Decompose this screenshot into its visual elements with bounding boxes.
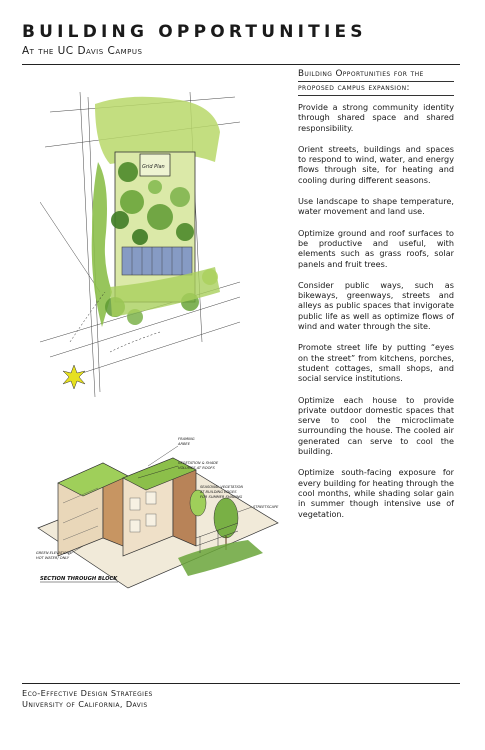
strategy-paragraph: Promote street life by putting “eyes on the street” from kitchens, porches, student cottages, small shops, and social service institutions. bbox=[298, 342, 454, 384]
page-title: BUILDING OPPORTUNITIES bbox=[22, 22, 367, 42]
strategy-paragraph: Optimize each house to provide private outdoor domestic spaces that serve to cool the microclimate surrounding the house. The cooled air generated can serve to cool the building. bbox=[298, 394, 454, 457]
svg-text:STREETSCAPE: STREETSCAPE bbox=[253, 505, 279, 509]
strategy-paragraph: Orient streets, buildings and spaces to respond to wind, water, and energy flows through site, for heating and cooling during different seasons. bbox=[298, 143, 454, 185]
tree-tall bbox=[214, 498, 238, 538]
strategy-paragraph: Optimize ground and roof surfaces to be productive and useful, with elements such as grass roofs, solar panels and fruit trees. bbox=[298, 227, 454, 269]
heading-line-1: Building Opportunities for the bbox=[298, 68, 454, 82]
svg-text:VEGETATION & SHADE: VEGETATION & SHADE bbox=[178, 461, 219, 465]
sun-icon bbox=[63, 365, 85, 389]
svg-text:SEASONAL VEGETATION: SEASONAL VEGETATION bbox=[200, 485, 244, 489]
footer-divider bbox=[22, 683, 460, 684]
svg-text:VOLUMES AT ROOFS: VOLUMES AT ROOFS bbox=[178, 466, 215, 470]
svg-text:FRAMING: FRAMING bbox=[178, 437, 195, 441]
building-left bbox=[58, 463, 128, 556]
page-subtitle: At the UC Davis Campus bbox=[22, 45, 143, 57]
building-center bbox=[123, 458, 196, 556]
strategy-paragraph: Optimize south-facing exposure for every building for heating through the cool months, while shading solar gain in summer though intensive use of vegetation. bbox=[298, 467, 454, 519]
svg-text:GREEN ELEVATIONS: GREEN ELEVATIONS bbox=[36, 551, 72, 555]
heading-line-2: proposed campus expansion: bbox=[298, 82, 454, 96]
grid-plan-label: Grid Plan bbox=[142, 164, 165, 170]
svg-text:AT BUILDING EDGES: AT BUILDING EDGES bbox=[200, 490, 237, 494]
svg-text:HOT WATER/ ONLY: HOT WATER/ ONLY bbox=[36, 556, 70, 560]
strategies-column bbox=[298, 68, 454, 530]
section-through-block-sketch bbox=[28, 428, 290, 600]
section-caption: SECTION THROUGH BLOCK bbox=[40, 576, 118, 582]
strategy-paragraph: Use landscape to shape temperature, water movement and land use. bbox=[298, 196, 454, 217]
strategies-heading bbox=[298, 68, 454, 96]
annotation-seasonal-vegetation bbox=[199, 485, 243, 499]
strategy-paragraph: Provide a strong community identity through shared space and shared responsibility. bbox=[298, 102, 454, 133]
footer-line-2: University of California, Davis bbox=[22, 698, 148, 709]
header-divider bbox=[22, 64, 460, 65]
strategy-paragraph: Consider public ways, such as bikeways, greenways, streets and alleys as public spaces that invigorate public life as well as optimize flows of wind and water through the site. bbox=[298, 279, 454, 332]
svg-text:ARBEE: ARBEE bbox=[178, 442, 190, 446]
footer-line-1: Eco-Effective Design Strategies bbox=[22, 688, 153, 698]
svg-text:FOR SUMMER SHADING: FOR SUMMER SHADING bbox=[200, 495, 243, 499]
solar-roof-area bbox=[122, 247, 192, 275]
footer bbox=[22, 688, 153, 709]
site-plan-sketch bbox=[40, 92, 245, 402]
